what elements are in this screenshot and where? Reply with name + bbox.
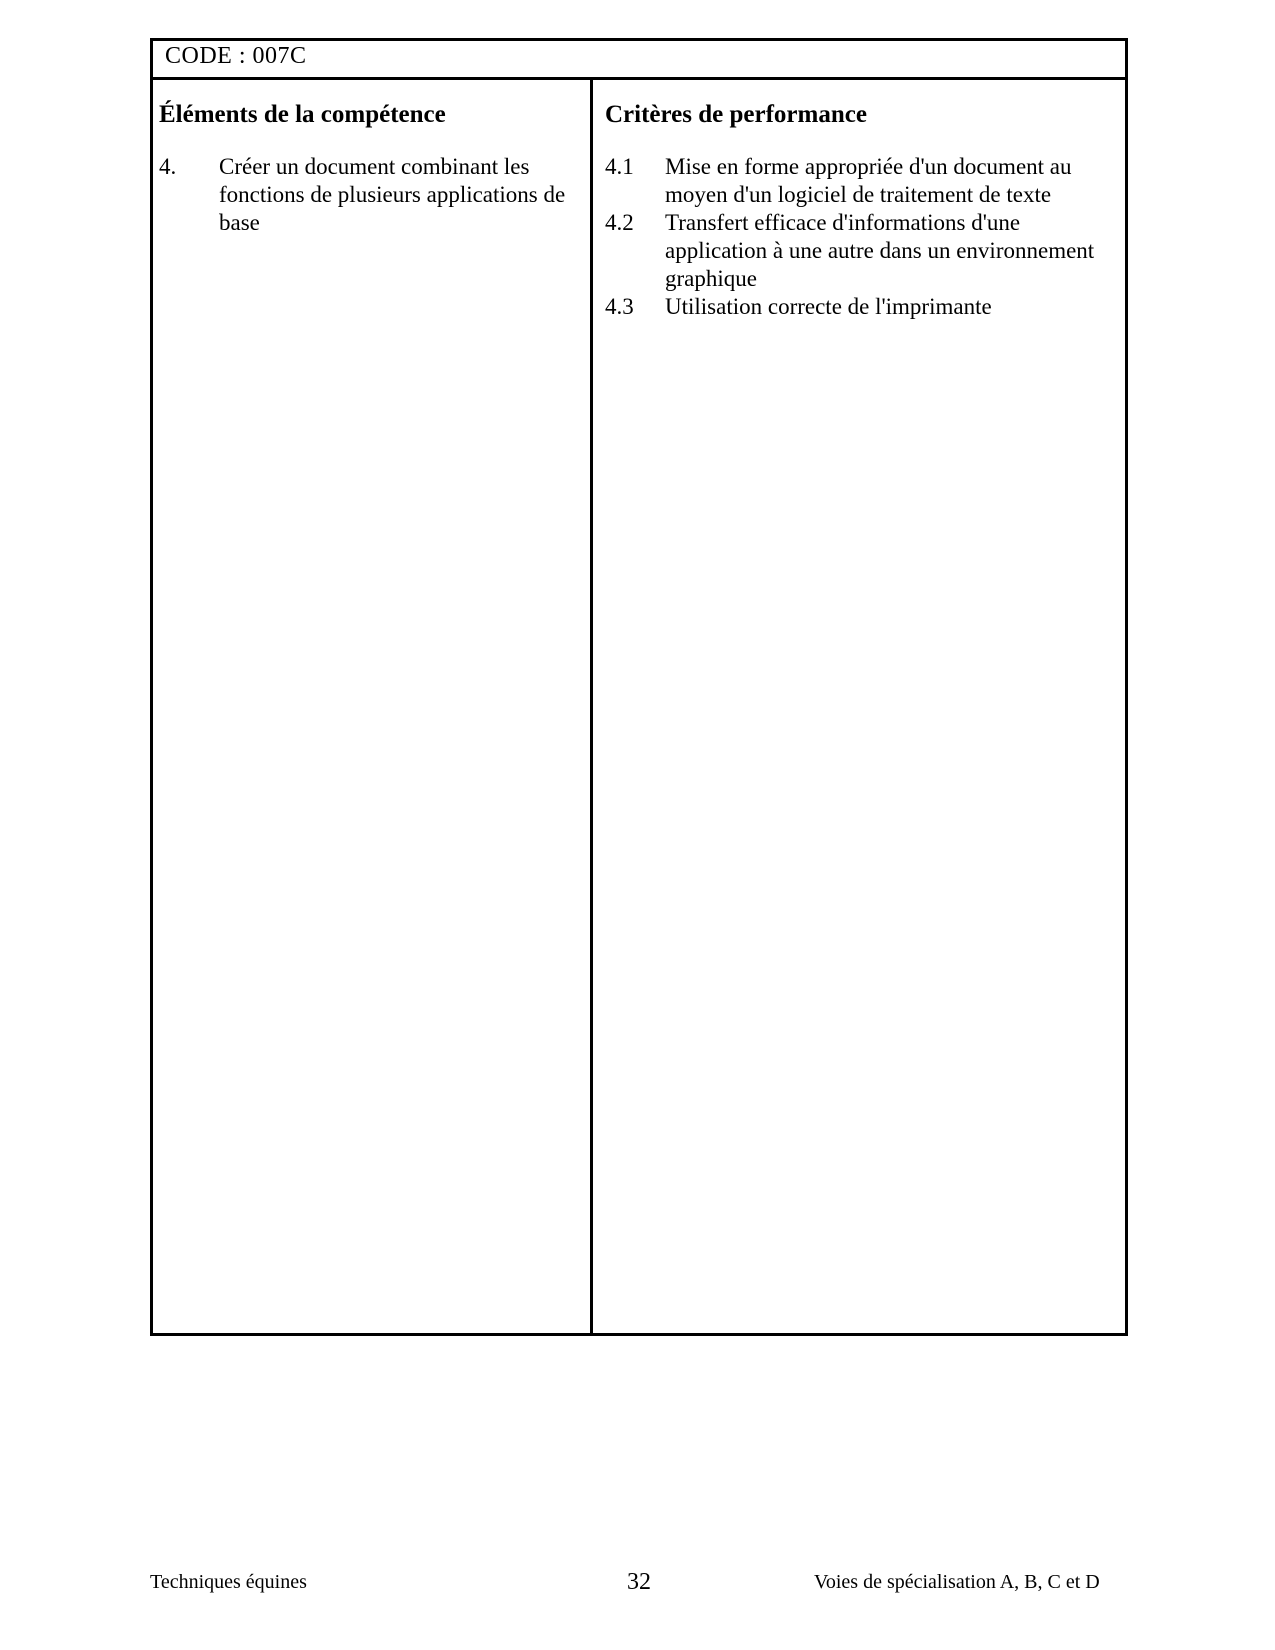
- page-number: 32: [627, 1569, 651, 1595]
- element-text: Créer un document combinant les fonctions de plusieurs applications de base: [219, 154, 566, 235]
- footer-specializations: Voies de spécialisation A, B, C et D: [814, 1571, 1100, 1593]
- element-item: [159, 153, 584, 237]
- criterion-number: 4.1: [605, 154, 634, 179]
- criterion-number: 4.3: [605, 294, 634, 319]
- criteria-title: Critères de performance: [605, 101, 867, 128]
- criterion-item: [605, 293, 1119, 321]
- elements-title: Éléments de la compétence: [159, 101, 446, 128]
- element-number: 4.: [159, 154, 177, 179]
- criteria-column: [593, 77, 1125, 1333]
- competency-table: [150, 38, 1128, 1336]
- elements-column: [153, 77, 590, 1333]
- criterion-text: Mise en forme appropriée d'un document au moyen d'un logiciel de traitement de texte: [665, 154, 1072, 207]
- footer-program-name: Techniques équines: [150, 1571, 307, 1593]
- code-label: CODE : 007C: [153, 41, 1125, 80]
- criterion-number: 4.2: [605, 210, 634, 235]
- criterion-item: [605, 209, 1119, 293]
- criterion-text: Transfert efficace d'informations d'une application à une autre dans un environnement graphique: [665, 210, 1095, 291]
- criterion-item: [605, 153, 1119, 209]
- criterion-text: Utilisation correcte de l'imprimante: [665, 294, 992, 319]
